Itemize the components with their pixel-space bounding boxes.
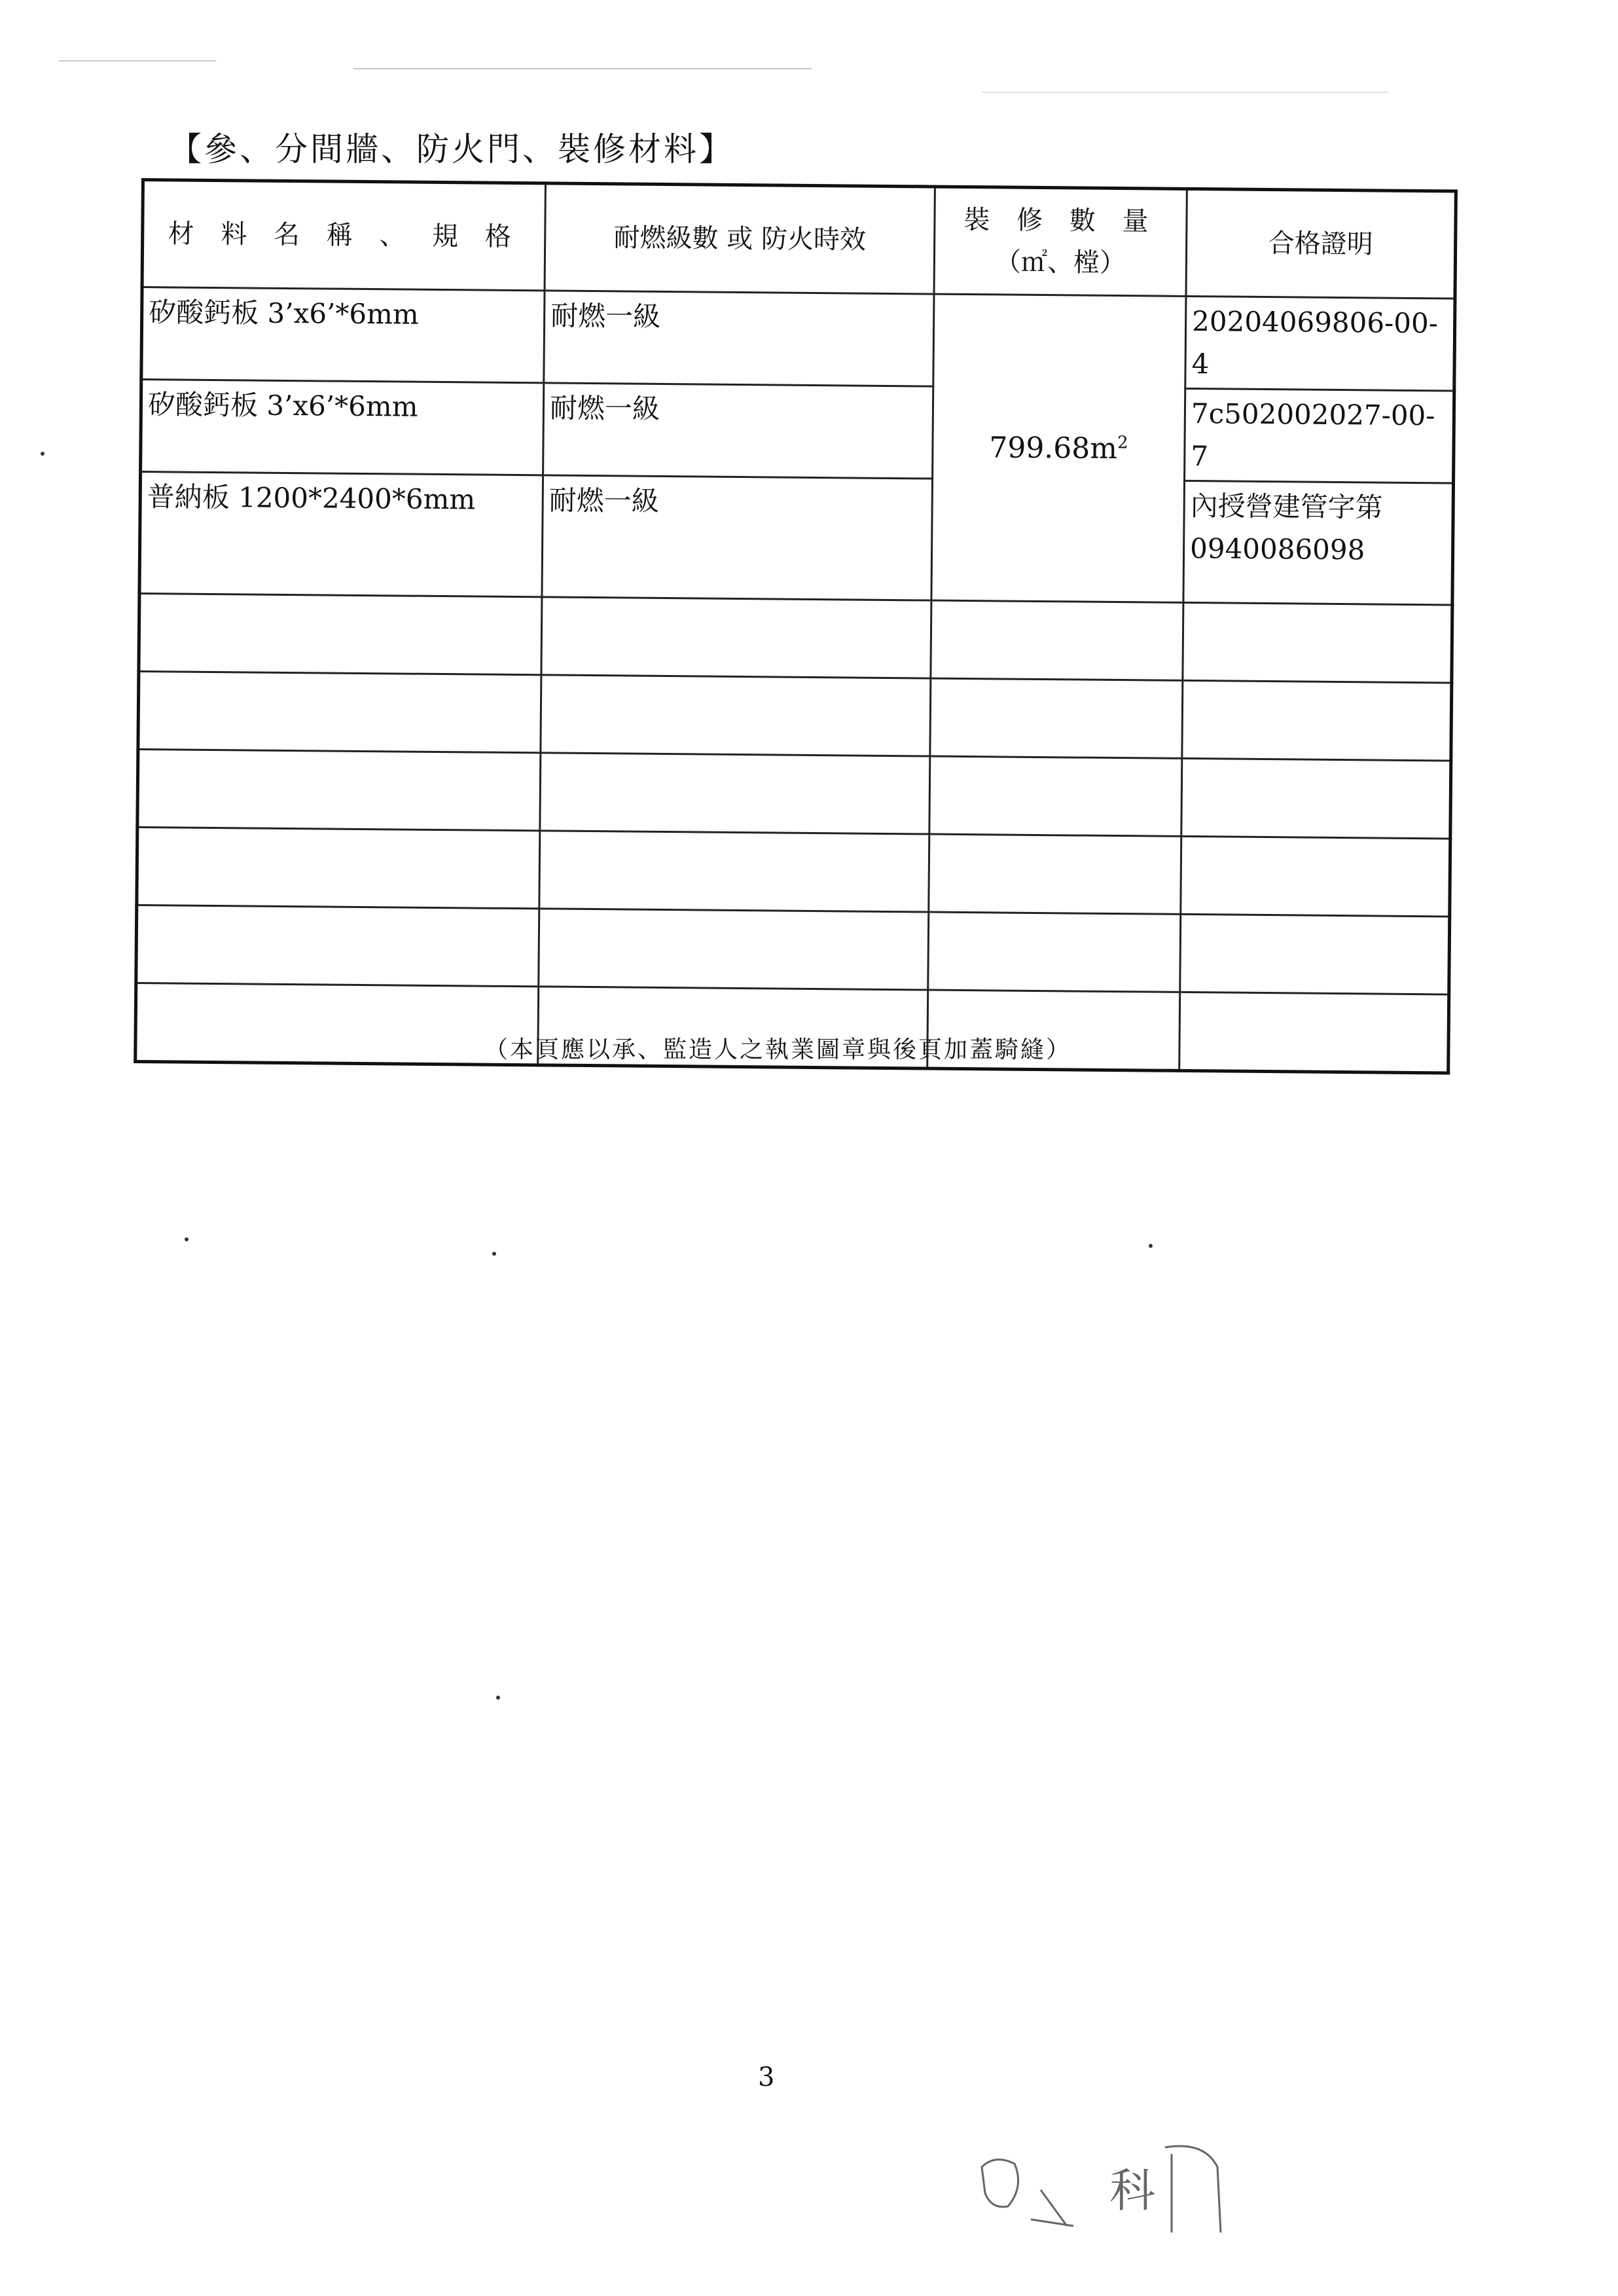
scan-artifact-line xyxy=(982,92,1388,93)
empty-cell xyxy=(539,831,929,912)
scan-speck xyxy=(1149,1244,1153,1248)
empty-cell xyxy=(1183,603,1452,683)
empty-cell xyxy=(541,597,931,678)
header-quantity-line2: （㎡、樘） xyxy=(994,247,1126,279)
quantity-value: 799.68m xyxy=(989,430,1118,465)
empty-cell xyxy=(931,600,1183,680)
quantity-unit-superscript: 2 xyxy=(1117,432,1128,453)
material-cell: 矽酸鈣板 3’x6’*6mm xyxy=(141,380,544,476)
empty-table-row xyxy=(137,750,1451,839)
certificate-cell: 7c502002027-00-7 xyxy=(1185,389,1454,484)
scan-speck xyxy=(185,1237,189,1241)
seal-stamp xyxy=(969,2128,1231,2246)
section-title: 【參、分間牆、防火門、裝修材料】 xyxy=(169,130,734,168)
empty-cell xyxy=(137,828,540,909)
empty-table-row xyxy=(136,905,1450,995)
material-cell: 矽酸鈣板 3’x6’*6mm xyxy=(141,287,545,384)
empty-cell xyxy=(1181,837,1450,917)
certificate-cell xyxy=(1183,481,1454,606)
empty-cell xyxy=(1182,681,1452,761)
empty-cell xyxy=(1181,759,1451,839)
quantity-cell xyxy=(931,294,1186,603)
table-row xyxy=(141,287,1455,392)
empty-cell xyxy=(929,756,1182,836)
table-row xyxy=(139,472,1454,605)
certificate-line2: 0940086098 xyxy=(1189,532,1365,566)
empty-cell xyxy=(135,983,539,1065)
empty-cell xyxy=(1179,993,1449,1074)
empty-cell xyxy=(929,834,1181,914)
material-cell: 普納板 1200*2400*6mm xyxy=(139,472,543,597)
page-number: 3 xyxy=(758,2062,775,2092)
empty-cell xyxy=(137,750,541,831)
empty-cell xyxy=(539,909,929,990)
scan-speck xyxy=(492,1252,496,1256)
scan-speck xyxy=(496,1696,500,1700)
header-quantity xyxy=(934,187,1187,296)
seal-fragment-left xyxy=(982,2160,1018,2207)
empty-cell xyxy=(139,594,542,675)
header-certificate: 合格證明 xyxy=(1186,189,1456,299)
certificate-line1: 內授營建管字第 xyxy=(1190,490,1383,524)
empty-table-row xyxy=(139,594,1452,683)
rating-cell: 耐燃一級 xyxy=(544,291,934,386)
empty-cell xyxy=(136,905,539,987)
header-rating: 耐燃級數 或 防火時效 xyxy=(545,183,935,294)
empty-cell xyxy=(1180,915,1450,995)
footnote: （本頁應以承、監造人之執業圖章與後頁加蓋騎縫） xyxy=(484,1036,1072,1063)
materials-table xyxy=(134,178,1458,1075)
certificate-cell: 20204069806-00-4 xyxy=(1185,296,1455,391)
rating-cell: 耐燃一級 xyxy=(543,383,933,479)
empty-cell xyxy=(540,753,930,834)
rating-cell: 耐燃一級 xyxy=(542,475,933,600)
scan-speck xyxy=(41,452,45,456)
seal-fragment-right xyxy=(1165,2146,1221,2232)
scan-artifact-line xyxy=(353,68,812,69)
empty-cell xyxy=(930,678,1183,758)
seal-stroke xyxy=(1031,2219,1073,2226)
empty-table-row xyxy=(137,828,1450,917)
table-header-row xyxy=(142,180,1456,299)
header-material: 材 料 名 稱 、 規 格 xyxy=(142,180,545,291)
empty-cell xyxy=(138,672,541,753)
scan-artifact-line xyxy=(59,60,216,62)
empty-table-row xyxy=(138,672,1452,761)
header-quantity-line1: 裝 修 數 量 xyxy=(963,204,1158,237)
table-row xyxy=(141,380,1454,484)
empty-cell xyxy=(928,912,1181,992)
empty-cell xyxy=(541,675,931,756)
seal-text: 科 xyxy=(1109,2164,1155,2217)
